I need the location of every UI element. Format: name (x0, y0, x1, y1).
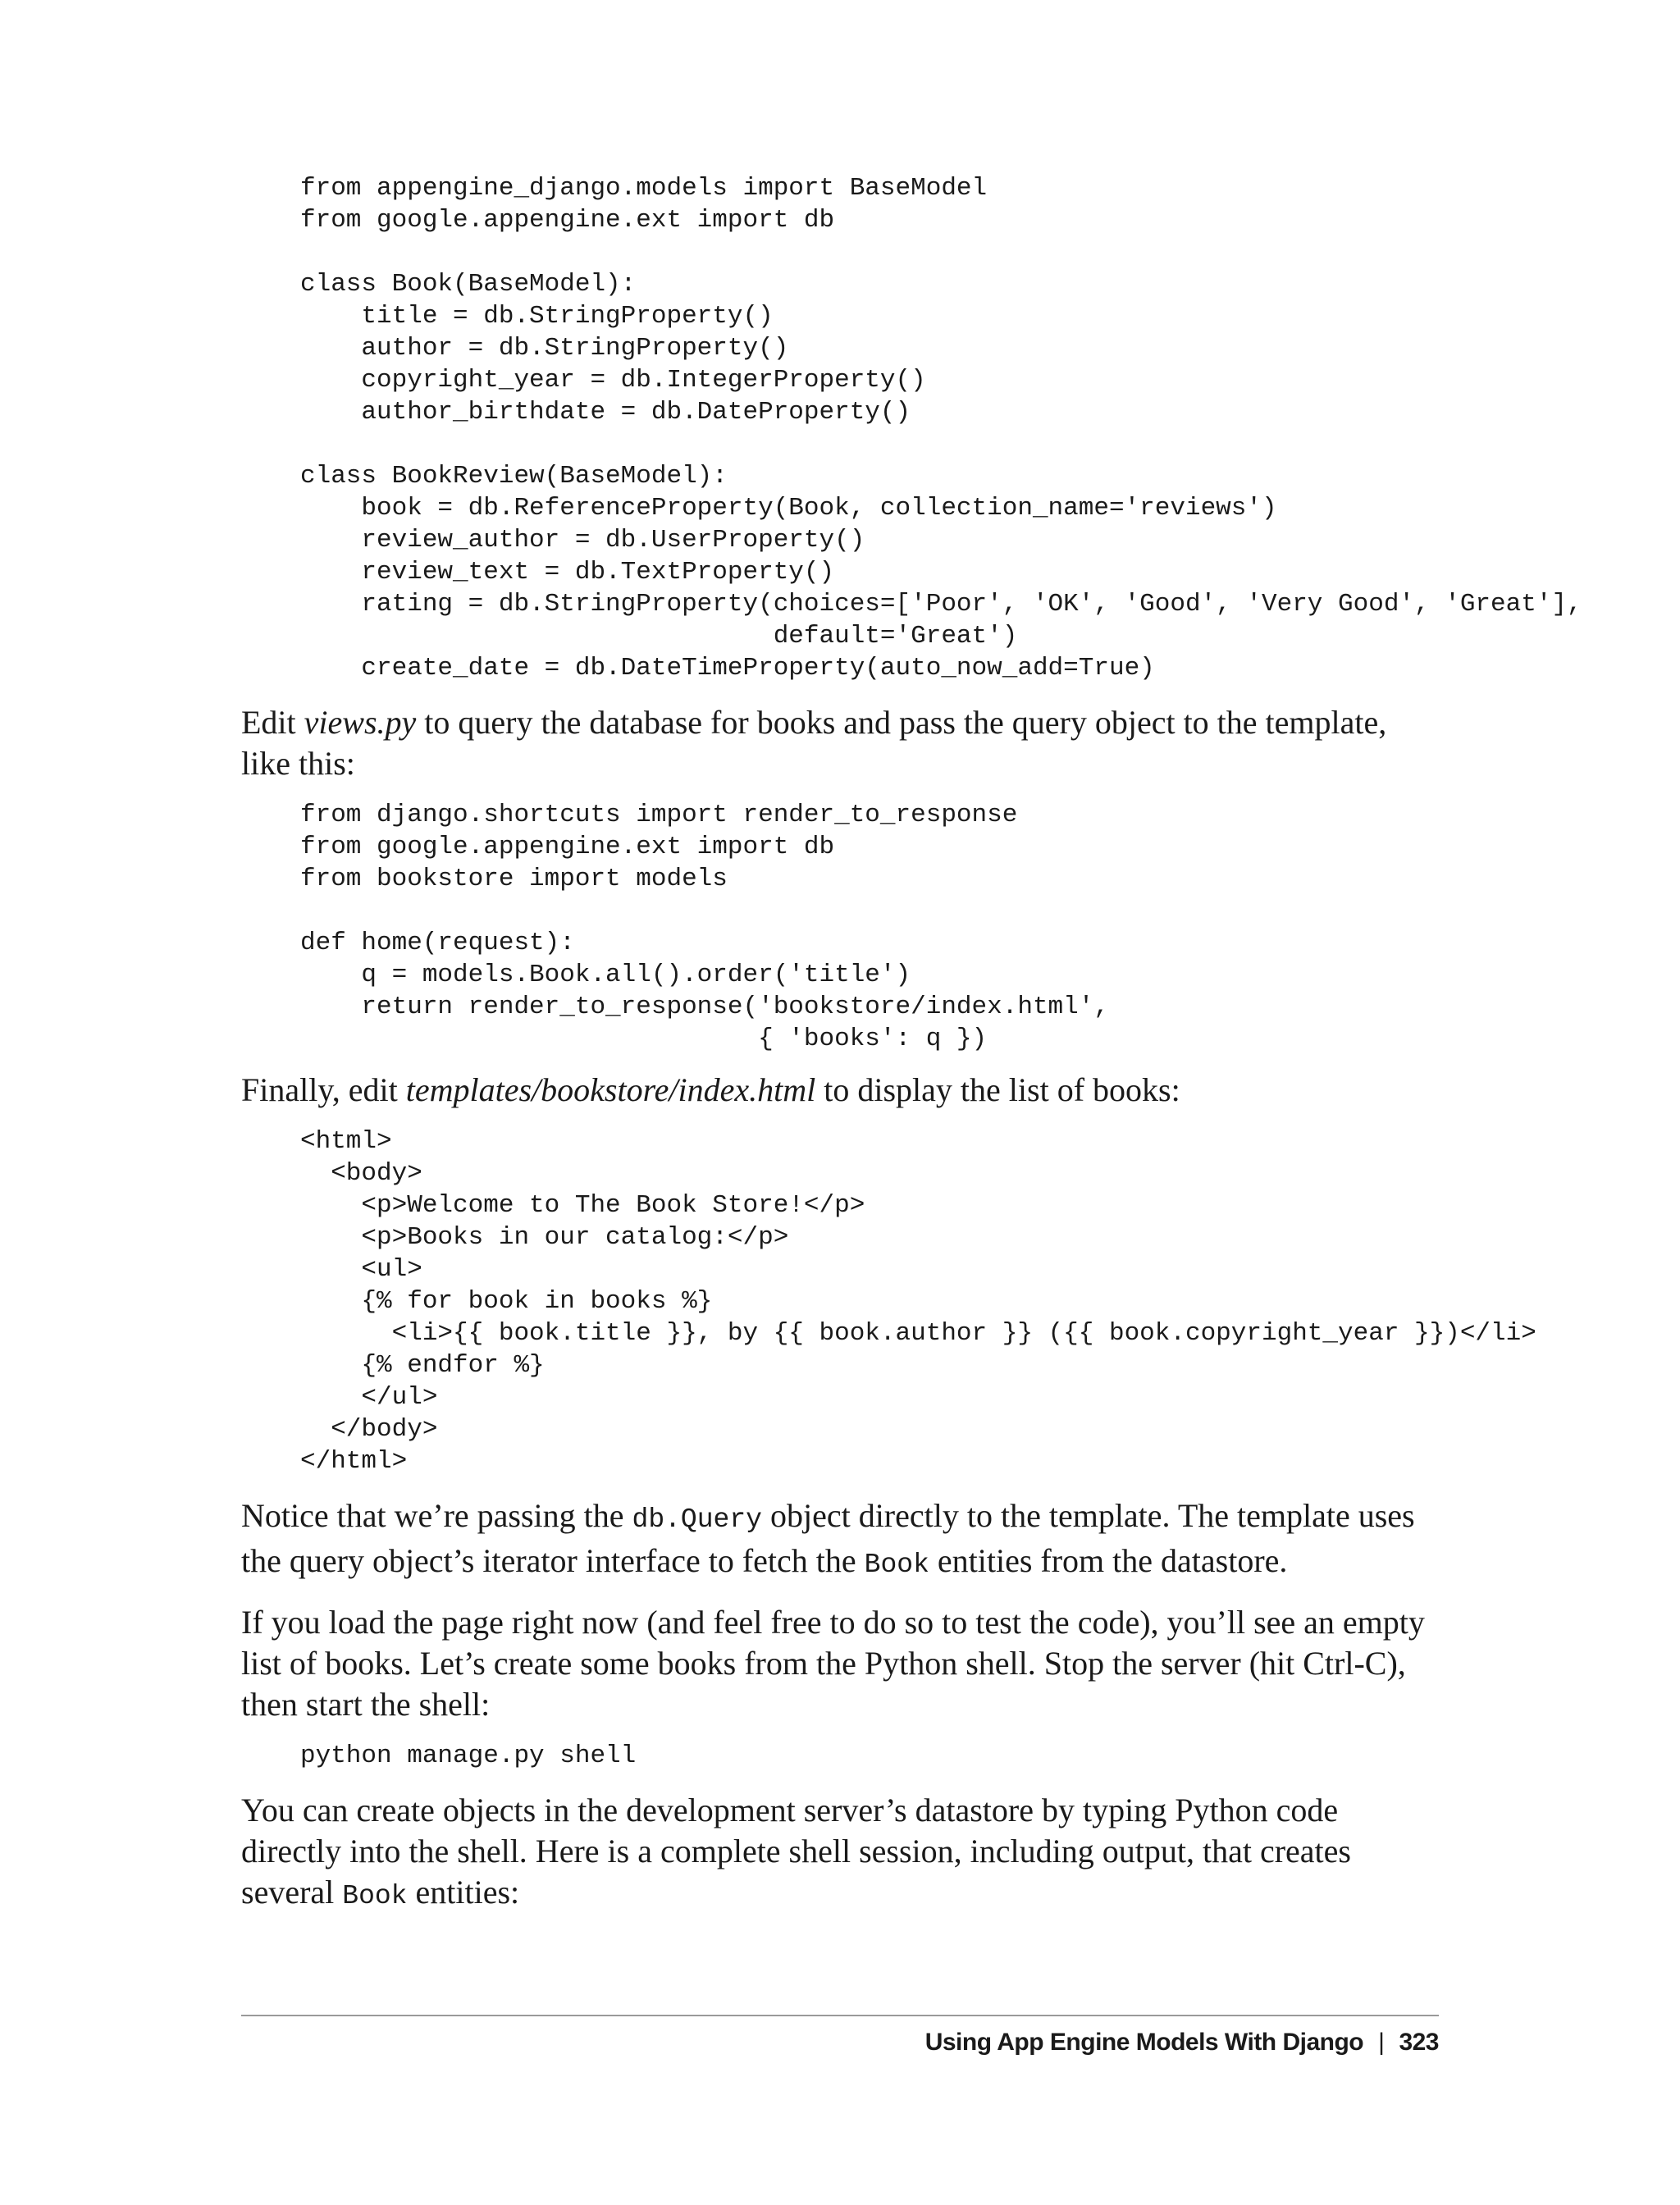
page-number: 323 (1399, 2029, 1439, 2056)
code-block-models: from appengine_django.models import BaseModel from google.appengine.ext import db class Book(BaseModel): title = db.StringProperty() author = db.StringProperty() copyright_year = db.IntegerProperty() author_birthdate = db.DateProperty() class BookReview(BaseModel): book = db.ReferenceProperty(Book, collection_name='reviews') review_author = db.UserProperty() review_text = db.TextProperty() rating = db.StringProperty(choices=['Poor', 'OK', 'Good', 'Very Good', 'Great'], default='Great') create_date = db.DateTimeProperty(auto_now_add=True) (300, 174, 1582, 682)
page-content (241, 172, 1582, 1917)
text: entities from the datastore. (929, 1542, 1288, 1579)
text: Finally, edit (241, 1071, 406, 1108)
code-block-shell: python manage.py shell (300, 1742, 637, 1770)
paragraph-notice (241, 1495, 1439, 1586)
paragraph-create-objects (241, 1790, 1439, 1917)
footer-divider (241, 2015, 1439, 2016)
filename: templates/bookstore/index.html (405, 1071, 816, 1108)
text: to query the database for books and pass the query object to the template, like this: (241, 704, 1387, 782)
paragraph-load-page: If you load the page right now (and feel free to do so to test the code), you’ll see an empty list of books. Let’s create some books from the Python shell. Stop the server (hit Ctrl-C), then start the shell: (241, 1604, 1425, 1723)
filename: views.py (304, 704, 417, 741)
section-title: Using App Engine Models With Django (924, 2029, 1364, 2056)
code-block-views: from django.shortcuts import render_to_response from google.appengine.ext import db from bookstore import models def home(request): q = models.Book.all().order('title') return render_to_response('bookstore/index.html', { 'books': q }) (300, 801, 1109, 1053)
inline-code: Book (342, 1881, 408, 1911)
text: Notice that we’re passing the (241, 1497, 632, 1534)
inline-code: db.Query (632, 1504, 762, 1535)
text: object directly to the template. The template uses the query object’s iterator interface to fetch the (241, 1497, 1415, 1579)
running-footer (241, 2026, 1439, 2059)
text: entities: (407, 1874, 520, 1911)
inline-code: Book (864, 1550, 929, 1580)
paragraph-edit-views (241, 702, 1439, 784)
code-block-template: <html> <body> <p>Welcome to The Book Store!</p> <p>Books in our catalog:</p> <ul> {% for book in books %} <li>{{ book.title }}, by {{ book.author }} ({{ book.copyright_year }})</li> {% endfor %} </ul> </body> </html> (300, 1127, 1536, 1476)
text: to display the list of books: (815, 1071, 1180, 1108)
footer-separator: | (1378, 2029, 1385, 2056)
text: Edit (241, 704, 304, 741)
text: You can create objects in the development server’s datastore by typing Python code directly into the shell. Here is a complete shell session, including output, that creates several (241, 1792, 1351, 1911)
paragraph-edit-template (241, 1070, 1439, 1111)
